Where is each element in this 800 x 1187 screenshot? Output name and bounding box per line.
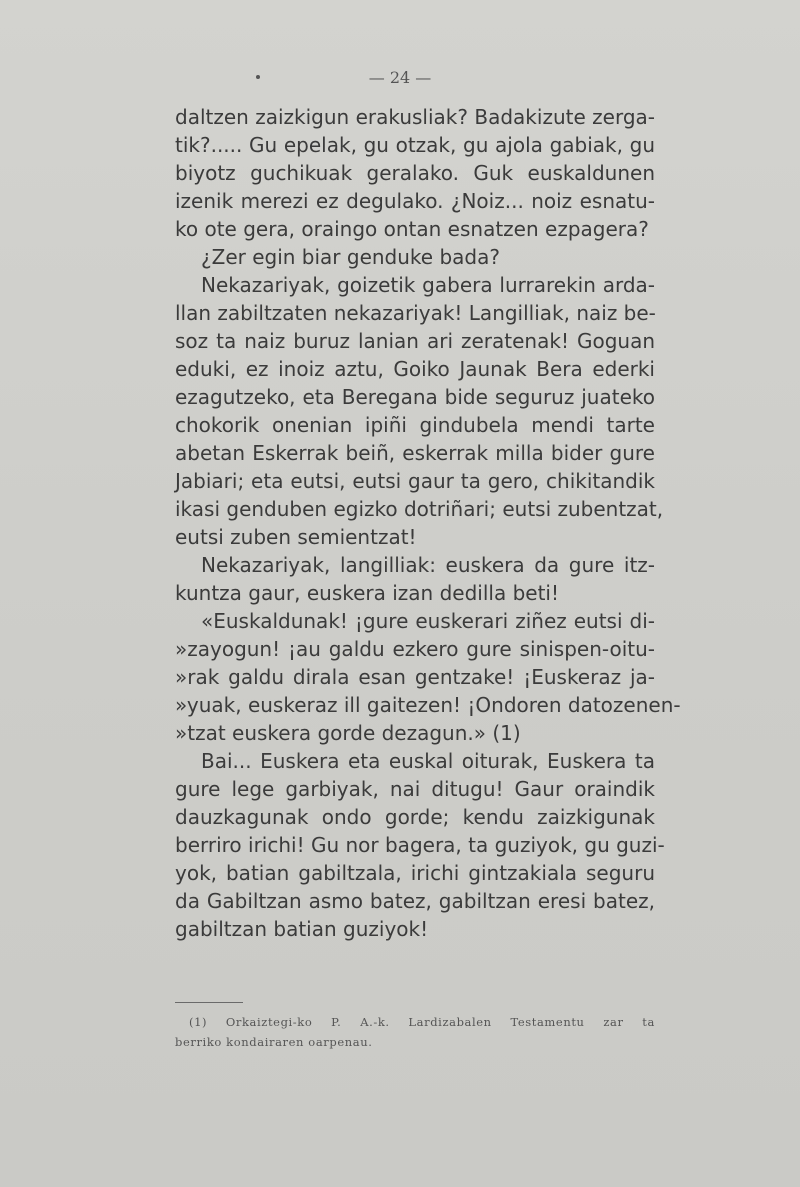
text-line: »tzat euskera gorde dezagun.» (1) [175,721,521,745]
text-line: kuntza gaur, euskera izan dedilla beti! [175,581,559,605]
text-line: Nekazariyak, goizetik gabera lurrarekin arda- [201,273,655,297]
text-line: Nekazariyak, langilliak: euskera da gure itz- [201,553,655,577]
footnote-line: (1) Orkaiztegi-ko P. A.-k. Lardizabalen Testamentu zar ta [189,1015,655,1029]
text-line: daltzen zaizkigun erakusliak? Badakizute zerga- [175,105,655,129]
text-line: ezagutzeko, eta Beregana bide seguruz juateko [175,385,655,409]
text-line: izenik merezi ez degulako. ¿Noiz... noiz esnatu- [175,189,655,213]
text-line: soz ta naiz buruz lanian ari zeratenak! Goguan [175,329,655,353]
text-line: dauzkagunak ondo gorde; kendu zaizkigunak [175,805,655,829]
body-text [175,103,681,943]
text-line: da Gabiltzan asmo batez, gabiltzan eresi batez, [175,889,655,913]
text-line: gure lege garbiyak, nai ditugu! Gaur oraindik [175,777,655,801]
text-line: Jabiari; eta eutsi, eutsi gaur ta gero, chikitandik [175,469,655,493]
footnote-line: berriko kondairaren oarpenau. [175,1035,373,1049]
text-line: Bai... Euskera eta euskal oiturak, Euskera ta [201,749,655,773]
text-line: ¿Zer egin biar genduke bada? [201,245,500,269]
text-line: chokorik onenian ipiñi gindubela mendi tarte [175,413,655,437]
text-line: »yuak, euskeraz ill gaitezen! ¡Ondoren datozenen- [175,693,681,717]
text-line: abetan Eskerrak beiñ, eskerrak milla bider gure [175,441,655,465]
text-line: gabiltzan batian guziyok! [175,917,429,941]
text-line: llan zabiltzaten nekazariyak! Langilliak, naiz be- [175,301,656,325]
footnote-rule [175,1002,243,1003]
text-line: berriro irichi! Gu nor bagera, ta guziyok, gu guzi- [175,833,665,857]
text-line: ko ote gera, oraingo ontan esnatzen ezpagera? [175,217,649,241]
text-line: eduki, ez inoiz aztu, Goiko Jaunak Bera ederki [175,357,655,381]
text-line: yok, batian gabiltzala, irichi gintzakiala seguru [175,861,655,885]
text-line: biyotz guchikuak geralako. Guk euskaldunen [175,161,655,185]
page-number: — 24 — [368,68,432,87]
text-line: tik?..... Gu epelak, gu otzak, gu ajola gabiak, gu [175,133,655,157]
text-line: »zayogun! ¡au galdu ezkero gure sinispen-oitu- [175,637,655,661]
footnote [175,1012,655,1052]
text-line: eutsi zuben semientzat! [175,525,417,549]
text-line: «Euskaldunak! ¡gure euskerari ziñez eutsi di- [201,609,655,633]
text-line: »rak galdu dirala esan gentzake! ¡Euskeraz ja- [175,665,655,689]
text-line: ikasi genduben egizko dotriñari; eutsi zubentzat, [175,497,664,521]
